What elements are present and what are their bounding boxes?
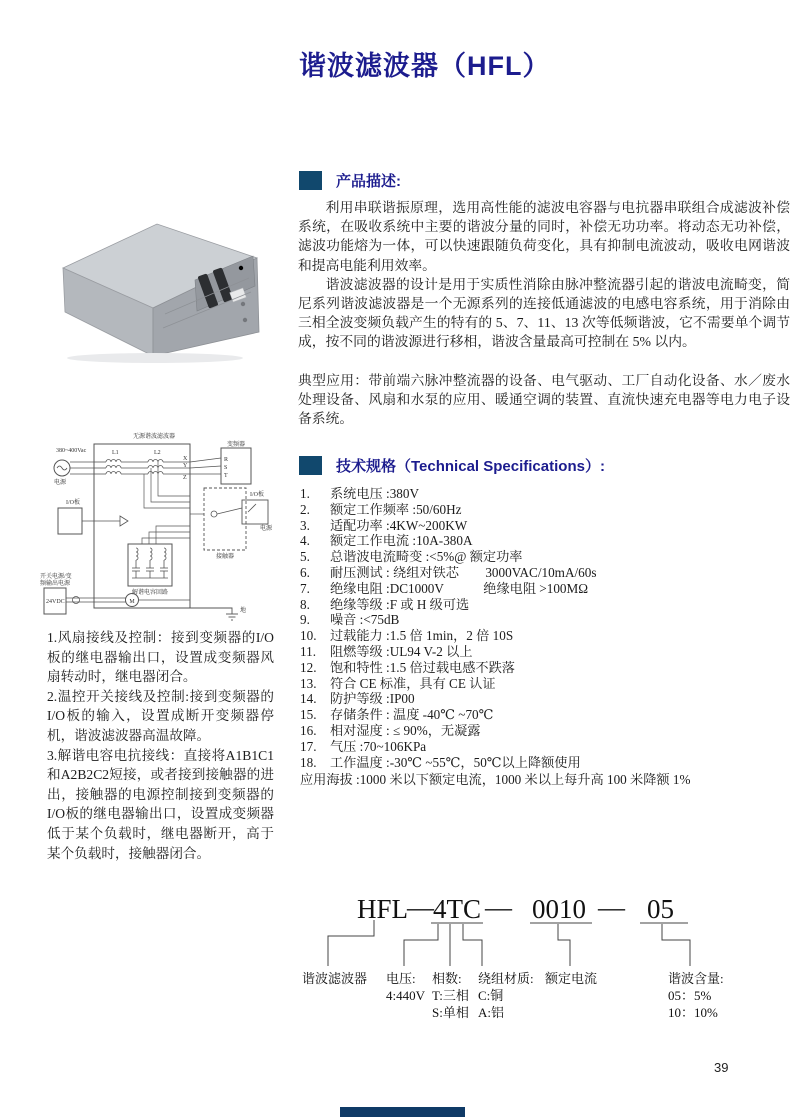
altitude-note: 应用海拔 :1000 米以下额定电流，1000 米以上每升高 100 米降额 1%: [300, 772, 691, 787]
spec-item-text: 过载能力 :1.5 倍 1min，2 倍 10S: [330, 628, 514, 644]
model-label-voltage-value: 4:440V: [386, 988, 425, 1003]
coil2-label: L2: [154, 450, 161, 456]
power-right-label: 电源: [260, 526, 273, 532]
spec-item-text: 适配功率 :4KW~200KW: [330, 517, 468, 533]
spec-item: [300, 691, 790, 707]
model-dash: —: [598, 892, 625, 922]
spec-item-text: 额定工作频率 :50/60Hz: [330, 501, 462, 517]
spec-item-number: 15.: [300, 707, 317, 723]
spec-item: [300, 628, 790, 644]
note-paragraph: 1.风扇接线及控制：接到变频器的I/O板的继电器输出口，设置成变频器风扇转动时，继电器闭合。: [47, 630, 274, 685]
page-title: 谐波滤波器（HFL）: [299, 51, 551, 81]
note-paragraph: 3.解谐电容电抗接线：直接将A1B1C1和A2B2C2短接，或者接到接触器的进出，接触器的电源控制接到变频器的I/O板的继电器输出口，设置成变频器低于某个负载时，继电器断开，高于某个负载时，接触器闭合。: [47, 747, 274, 861]
spec-item: [300, 581, 790, 597]
section-marker-icon: [299, 171, 322, 190]
spec-item: [300, 644, 790, 660]
spec-item-number: 6.: [300, 564, 310, 580]
spec-item-number: 4.: [300, 533, 310, 549]
model-label-winding: 绕组材质:: [478, 971, 534, 986]
section-marker-icon: [299, 456, 322, 475]
note-paragraph: 2.温控开关接线及控制:接到变频器的I/O板的输入，设置成断开变频器停机，谐波滤波器高温故障。: [47, 688, 274, 743]
spec-item: [300, 660, 790, 676]
spec-item: [300, 723, 790, 739]
section-header-description: [299, 170, 401, 191]
model-label-harmonic: 谐波含量:: [668, 971, 724, 986]
spec-item: [300, 755, 790, 771]
spec-item-number: 12.: [300, 659, 317, 675]
psu-value: 24VDC: [46, 599, 65, 605]
model-dash: —: [485, 892, 512, 922]
section-header-specs: [299, 455, 605, 476]
spec-item-text: 符合 CE 标准，具有 CE 认证: [330, 675, 496, 691]
model-code-diagram: [300, 888, 780, 1063]
spec-item-number: 8.: [300, 596, 310, 612]
model-seg4: 05: [647, 894, 674, 924]
spec-item-number: 1.: [300, 486, 310, 501]
spec-item-number: 2.: [300, 501, 310, 517]
source-label: 电源: [54, 480, 67, 486]
detune-box-label: 解谐电容回路: [131, 590, 169, 596]
page-number: 39: [714, 1060, 729, 1075]
footer-bar: [340, 1107, 465, 1117]
model-label-winding-v1: C:铜: [478, 988, 504, 1003]
wiring-diagram: [36, 426, 274, 631]
ground-label: 地: [240, 608, 247, 614]
spec-item-text: 工作温度 :-30℃ ~55℃，50℃以上降额使用: [330, 754, 581, 770]
out-y-label: Y: [183, 463, 188, 469]
description-paragraph: 谐波滤波器的设计是用于实质性消除由脉冲整流器引起的谐波电流畸变，简尼系列谐波滤波器是一个无源系列的连接低通滤波的电感电容系统，用于消除由三相全波变频负载产生的特有的 5、7、11、13 次等低频谐波，它不需要单个调节成，按不同的谐波源进行移相，谐波含量最高可控制在 5% 以内。: [298, 276, 790, 350]
spec-item-number: 18.: [300, 754, 317, 770]
model-label-phase-v2: S:单相: [432, 1005, 469, 1020]
spec-item-text: 存储条件 : 温度 -40℃ ~70℃: [330, 707, 494, 723]
spec-item: [300, 597, 790, 613]
motor-label: M: [129, 599, 135, 605]
spec-item-text: 总谐波电流畸变 :<5%@ 额定功率: [330, 549, 523, 565]
spec-item: [300, 707, 790, 723]
out-z-label: Z: [183, 475, 187, 481]
wiring-notes: [47, 628, 274, 863]
spec-item-number: 13.: [300, 675, 317, 691]
model-label-harmonic-v1: 05：5%: [668, 988, 712, 1003]
psu-label-line1: 开关电源/变: [40, 574, 72, 580]
spec-item: [300, 533, 790, 549]
spec-item: [300, 676, 790, 692]
spec-item-text: 气压 :70~106KPa: [330, 738, 427, 754]
spec-item-text: 噪音 :<75dB: [330, 612, 400, 628]
description-paragraph: 利用串联谐振原理，选用高性能的滤波电容器与电抗器串联组合成滤波补偿系统，在吸收系统中主要的谐波分量的同时，补偿无功功率。将动态无功补偿，滤波功能熔为一体，可以快速跟随负荷变化，具有抑制电流波动，吸收电网谐波和提高电能利用效率。: [298, 200, 790, 273]
model-seg1: HFL: [357, 894, 409, 924]
spec-item-number: 3.: [300, 517, 310, 533]
spec-item-number: 14.: [300, 691, 317, 707]
vfd-r-label: R: [224, 457, 229, 463]
vfd-t-label: T: [224, 473, 228, 479]
model-label-filter: 谐波滤波器: [302, 971, 368, 986]
spec-item-number: 11.: [300, 643, 316, 659]
source-voltage-label: 380~400Vac: [56, 448, 87, 454]
model-label-phase: 相数:: [432, 971, 462, 986]
model-dash: —: [407, 892, 434, 922]
wiring-title: 无源谐波滤波器: [132, 434, 176, 440]
spec-item: [300, 612, 790, 628]
model-label-current: 额定电流: [545, 971, 598, 986]
section-label: 产品描述:: [336, 173, 401, 190]
spec-item-text: 绝缘等级 :F 或 H 级可选: [330, 596, 470, 612]
model-seg2: 4TC: [433, 894, 482, 924]
spec-item-text: 相对湿度 : ≤ 90%，无凝露: [330, 722, 481, 738]
spec-item: [300, 739, 790, 755]
psu-label-line2: 频输出电源: [40, 581, 71, 587]
spec-item-number: 7.: [300, 580, 310, 596]
vfd-label: 变频器: [226, 442, 246, 448]
out-x-label: X: [183, 456, 188, 462]
spec-list: [300, 486, 790, 770]
coil1-label: L1: [112, 450, 119, 456]
description-body: [298, 198, 790, 428]
model-label-phase-v1: T:三相: [432, 988, 469, 1003]
spec-item-text: 饱和特性 :1.5 倍过载电感不跌落: [330, 659, 515, 675]
model-seg3: 0010: [532, 894, 586, 924]
io-board-right-label: I/O板: [250, 492, 264, 498]
spec-item-number: 5.: [300, 549, 310, 565]
spec-item: [300, 518, 790, 534]
spec-item-text: 防护等级 :IP00: [330, 691, 415, 707]
spec-item-text: 耐压测试 : 绕组对铁芯 3000VAC/10mA/60s: [330, 564, 597, 580]
model-label-harmonic-v2: 10：10%: [668, 1005, 718, 1020]
contactor-label: 接触器: [215, 554, 235, 560]
model-label-winding-v2: A:铝: [478, 1005, 505, 1020]
spec-item: [300, 565, 790, 581]
model-label-voltage: 电压:: [386, 971, 416, 986]
spec-item-number: 16.: [300, 722, 317, 738]
spec-item-number: 17.: [300, 738, 317, 754]
spec-item-number: 9.: [300, 612, 310, 628]
io-board-left-label: I/O板: [66, 500, 80, 506]
spec-item-text: 绝缘电阻 :DC1000V 绝缘电阻 >100MΩ: [330, 580, 589, 596]
spec-item-text: 阻燃等级 :UL94 V-2 以上: [330, 643, 473, 659]
product-photo: [45, 216, 277, 369]
section-label: 技术规格（Technical Specifications）:: [336, 458, 605, 475]
spec-item-number: 10.: [300, 628, 317, 644]
spec-item-text: 系统电压 :380V: [330, 486, 420, 501]
spec-item: [300, 486, 790, 502]
spec-item: [300, 549, 790, 565]
vfd-s-label: S: [224, 465, 228, 471]
spec-item: [300, 502, 790, 518]
typical-application-paragraph: 典型应用：带前端六脉冲整流器的设备、电气驱动、工厂自动化设备、水／废水处理设备、风扇和水泵的应用、暖通空调的装置、直流快速充电器等电力电子设备系统。: [298, 372, 790, 427]
spec-item-text: 额定工作电流 :10A-380A: [330, 533, 473, 549]
